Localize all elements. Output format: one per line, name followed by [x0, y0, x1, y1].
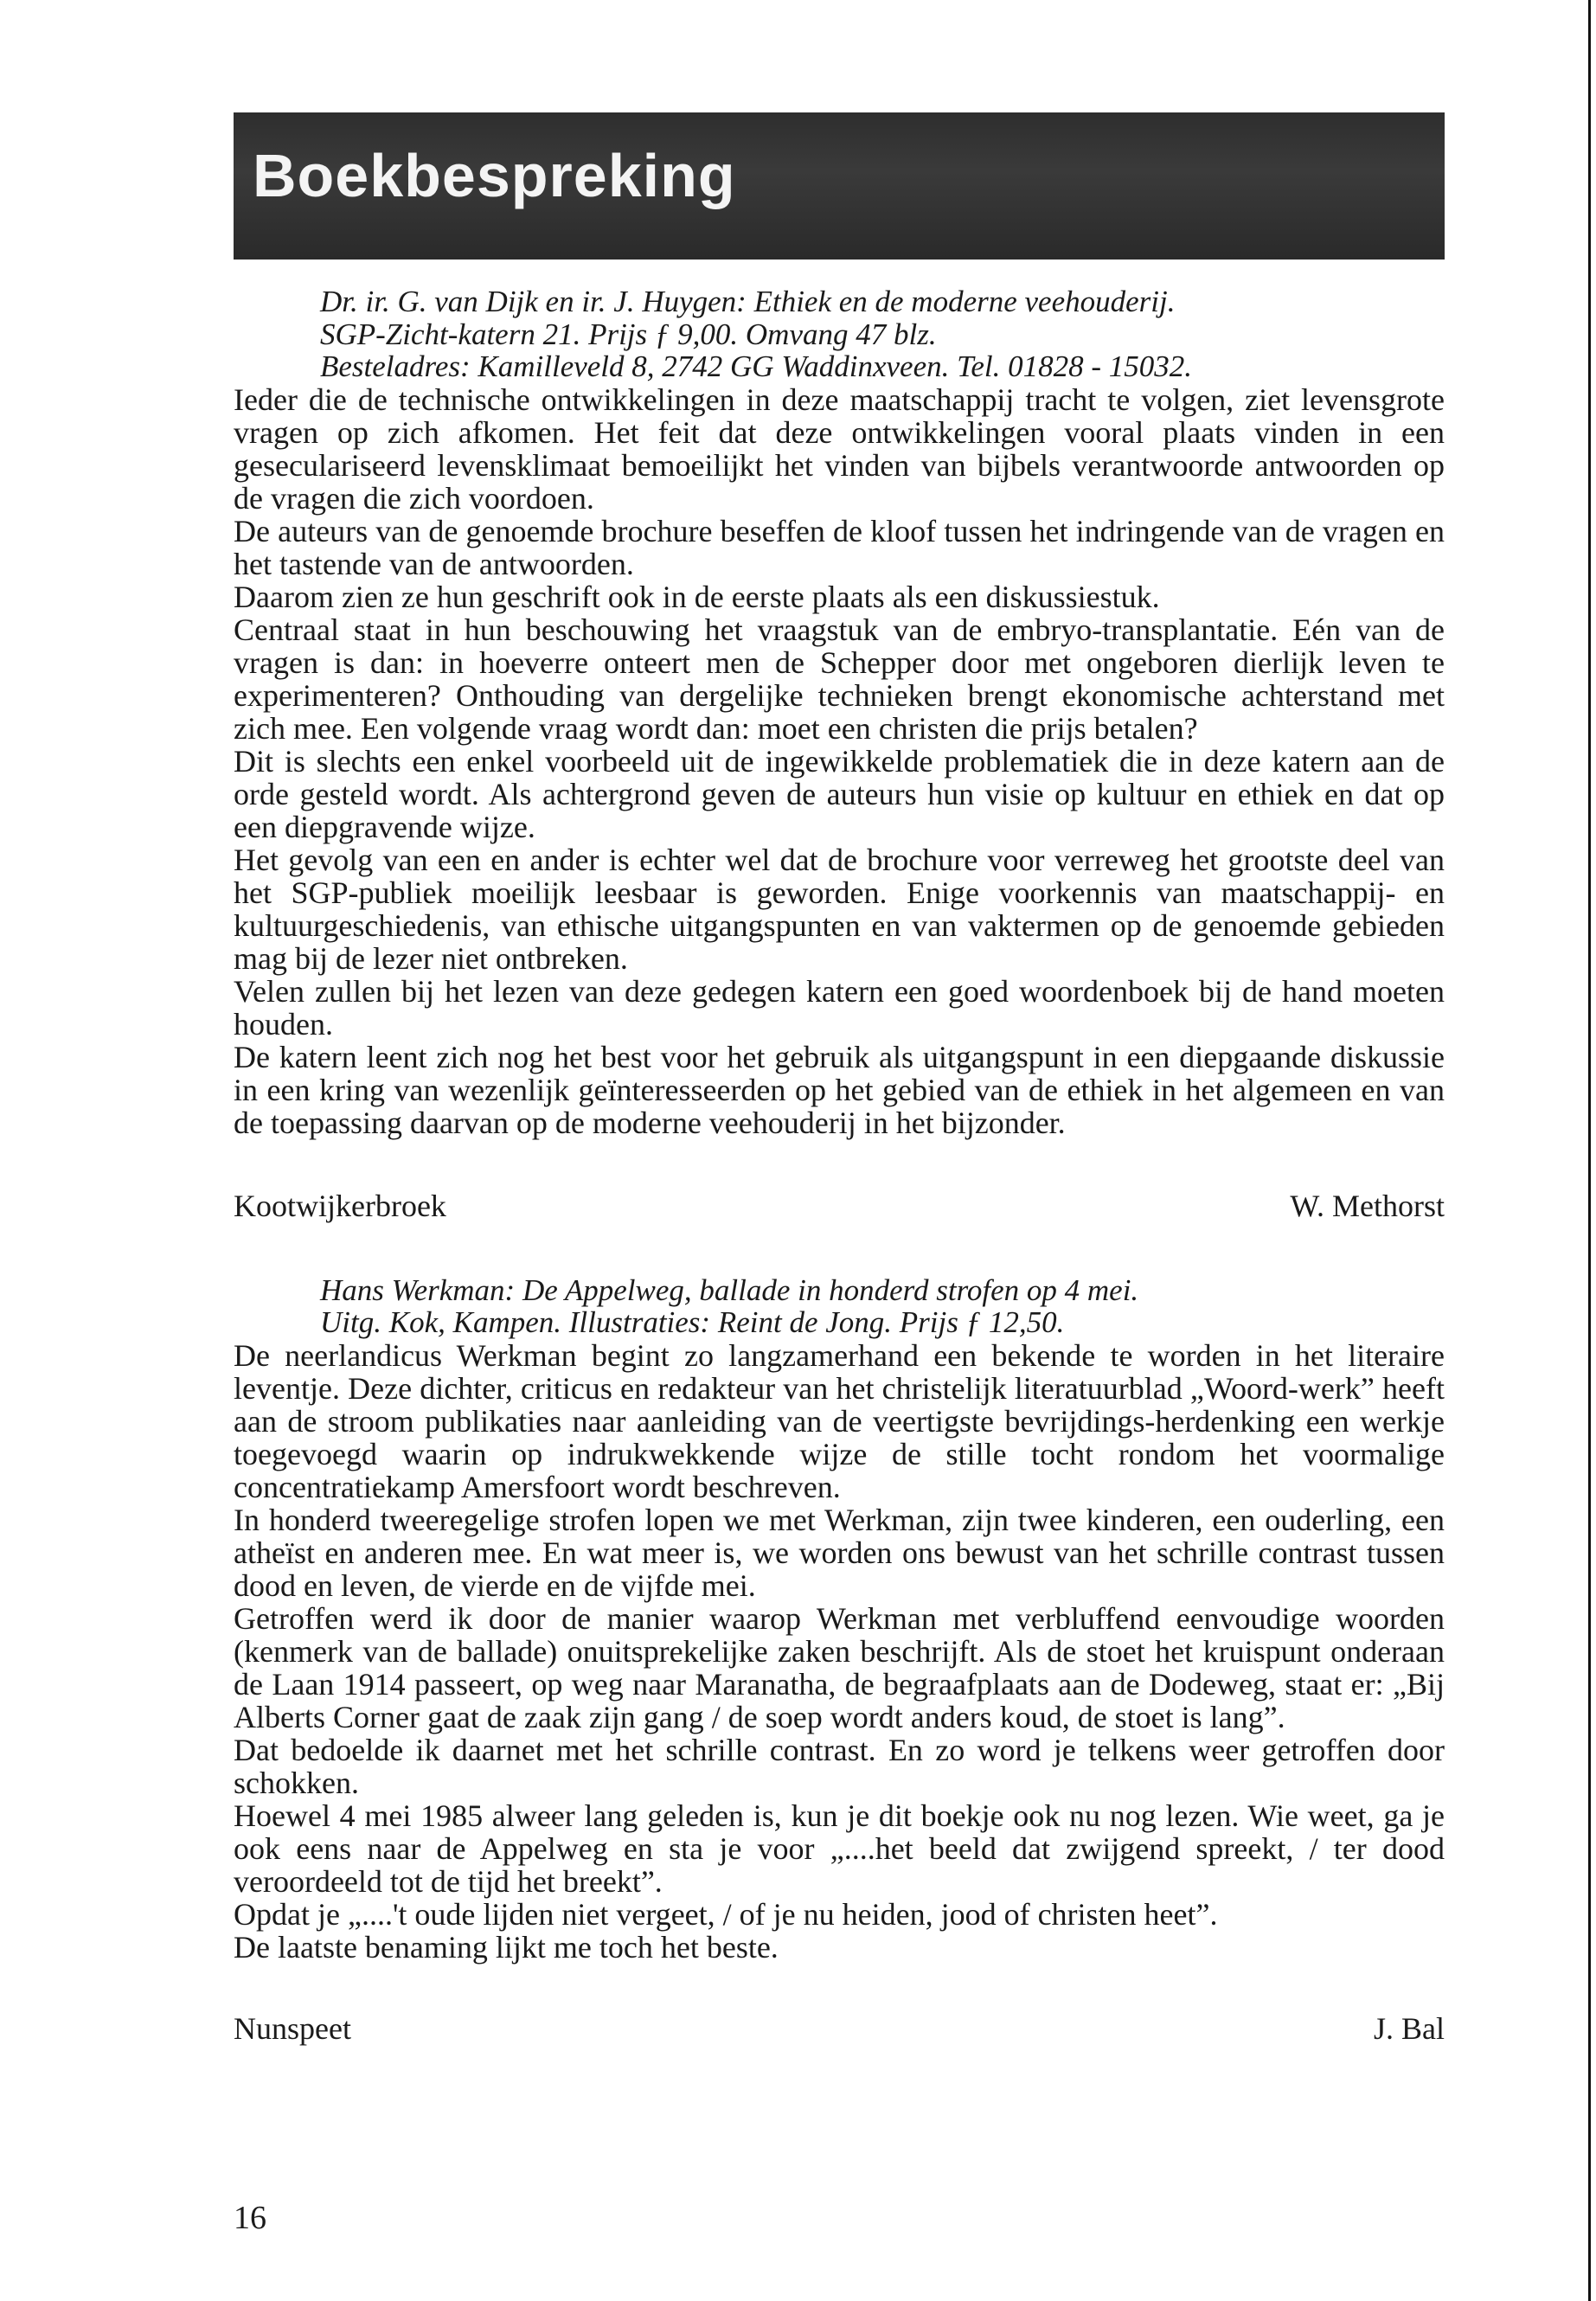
review-signature — [234, 1189, 1445, 1222]
review-paragraph: Getroffen werd ik door de manier waarop Werkman met verbluffend eenvoudige woorden (kenmerk van de ballade) onuitsprekelijke zaken beschrijft. Als de stoet het kruispunt onderaan de Laan 1914 passeert, op weg naar Maranatha, de begraafplaats aan de Dodeweg, staat er: „Bij Alberts Corner gaat de zaak zijn gang / de soep wordt anders koud, de stoet is lang”. — [234, 1600, 1445, 1734]
review-paragraph: Opdat je „....'t oude lijden niet vergeet, / of je nu heiden, jood of christen heet”. — [234, 1896, 1218, 1932]
review-paragraph: In honderd tweeregelige strofen lopen we met Werkman, zijn twee kinderen, een ouderling, een atheïst en anderen mee. En wat meer is, we worden ons bewust van het schrille contrast tussen dood en leven, de vierde en de vijfde mei. — [234, 1502, 1445, 1603]
review-paragraph: Het gevolg van een en ander is echter wel dat de brochure voor verreweg het grootste deel van het SGP-publiek moeilijk leesbaar is geworden. Enige voorkennis van maatschappij- en kultuurgeschiedenis, van ethische uitgangspunten en van vaktermen op de genoemde gebieden mag bij de lezer niet ontbreken. — [234, 842, 1445, 976]
review-paragraph: Dit is slechts een enkel voorbeeld uit de ingewikkelde problematiek die in deze katern aan de orde gesteld wordt. Als achtergrond geven de auteurs hun visie op kultuur en ethiek en dat op een diepgravende wijze. — [234, 743, 1445, 844]
book-citation — [234, 285, 1445, 383]
header-banner — [234, 112, 1445, 260]
reviewer-place: Nunspeet — [234, 2010, 351, 2046]
review-paragraph: Dat bedoelde ik daarnet met het schrille contrast. En zo word je telkens weer getroffen door schokken. — [234, 1732, 1445, 1800]
page-edge-rule — [1588, 0, 1591, 2301]
article-body — [234, 285, 1445, 2045]
citation-line: Dr. ir. G. van Dijk en ir. J. Huygen: Ethiek en de moderne veehouderij. — [320, 285, 1176, 318]
review-paragraph: De auteurs van de genoemde brochure beseffen de kloof tussen het indringende van de vragen en het tastende van de antwoorden. — [234, 513, 1445, 581]
review-paragraph: De laatste benaming lijkt me toch het beste. — [234, 1929, 779, 1965]
review-paragraph: Centraal staat in hun beschouwing het vraagstuk van de embryo-transplantatie. Eén van de vragen is dan: in hoeverre onteert men de Schepper door met ongeboren dierlijk leven te experimenteren? Onthouding van dergelijke technieken brengt ekonomische achterstand met zich mee. Een volgende vraag wordt dan: moet een christen die prijs betalen? — [234, 612, 1445, 746]
review-1 — [234, 285, 1445, 1222]
review-2 — [234, 1274, 1445, 2045]
citation-line: SGP-Zicht-katern 21. Prijs ƒ 9,00. Omvang 47 blz. — [320, 317, 937, 351]
review-paragraph: De neerlandicus Werkman begint zo langzamerhand een bekende te worden in het literaire leventje. Deze dichter, criticus en redakteur van het christelijk literatuurblad „Woord-werk” heeft aan de stroom publikaties naar aanleiding van de veertigste bevrijdings-herdenking een werkje toegevoegd waarin op indrukwekkende wijze de stille tocht rondom het voormalige concentratiekamp Amersfoort wordt beschreven. — [234, 1337, 1445, 1504]
review-paragraph: De katern leent zich nog het best voor het gebruik als uitgangspunt in een diepgaande diskussie in een kring van wezenlijk geïnteresseerden op het gebied van de ethiek in het algemeen en van de toepassing daarvan op de moderne veehouderij in het bijzonder. — [234, 1039, 1445, 1140]
review-paragraph: Hoewel 4 mei 1985 alweer lang geleden is, kun je dit boekje ook nu nog lezen. Wie weet, ga je ook eens naar de Appelweg en sta je voor „....het beeld dat zwijgend spreekt, / ter dood veroordeeld tot de tijd het breekt”. — [234, 1798, 1445, 1899]
review-paragraph: Daarom zien ze hun geschrift ook in de eerste plaats als een diskussiestuk. — [234, 579, 1160, 614]
reviewer-place: Kootwijkerbroek — [234, 1188, 446, 1223]
book-citation — [234, 1274, 1445, 1339]
page-title: Boekbespreking — [253, 142, 736, 209]
review-signature — [234, 2012, 1445, 2045]
review-paragraph: Ieder die de technische ontwikkelingen in deze maatschappij tracht te volgen, ziet levensgrote vragen op zich afkomen. Het feit dat deze ontwikkelingen vooral plaats vinden in een geseculariseerd levensklimaat bemoeilijkt het vinden van bijbels verantwoorde antwoorden op de vragen die zich voordoen. — [234, 381, 1445, 516]
citation-line: Besteladres: Kamilleveld 8, 2742 GG Waddinxveen. Tel. 01828 - 15032. — [320, 349, 1193, 383]
citation-line: Hans Werkman: De Appelweg, ballade in honderd strofen op 4 mei. — [320, 1272, 1139, 1307]
reviewer-name: J. Bal — [1373, 2010, 1445, 2046]
review-paragraph: Velen zullen bij het lezen van deze gedegen katern een goed woordenboek bij de hand moeten houden. — [234, 973, 1445, 1042]
reviewer-name: W. Methorst — [1290, 1188, 1445, 1223]
page-number: 16 — [234, 2200, 266, 2236]
citation-line: Uitg. Kok, Kampen. Illustraties: Reint de Jong. Prijs ƒ 12,50. — [320, 1305, 1065, 1339]
